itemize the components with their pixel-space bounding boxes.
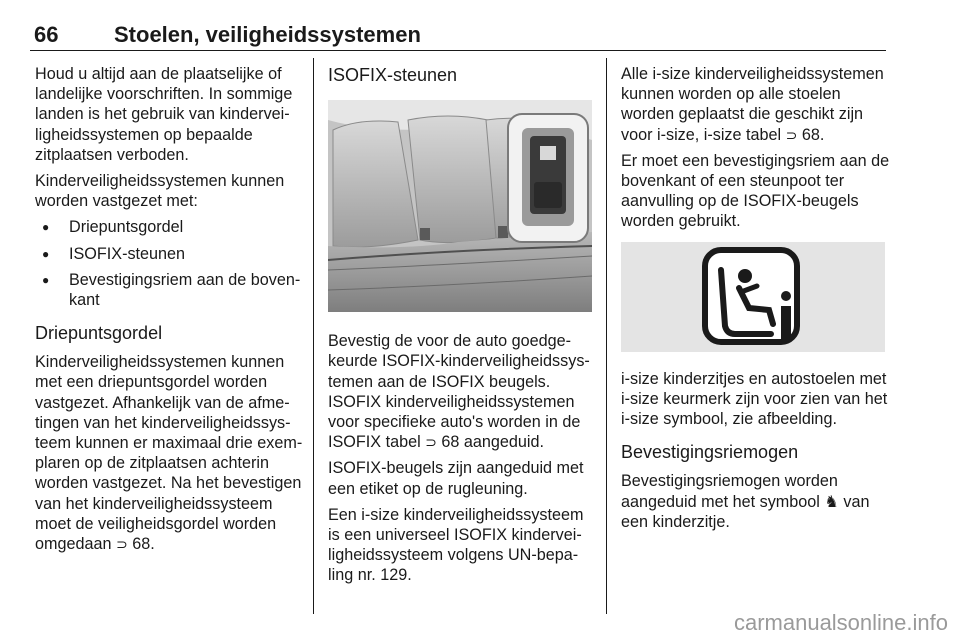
isofix-paragraph-1: Bevestig de voor de auto goedge- keurde ISOFIX-kinderveiligheidssys- temen aan de ISOFIX beugels. ISOFIX kinderveiligheidssystemen voor specifieke auto's worden in de ISOFIX tabel ⊃ 68 aangeduid.: [328, 332, 590, 452]
page-number: 66: [34, 22, 59, 47]
intro-paragraph: Houd u altijd aan de plaatselijke of landelijke voorschriften. In sommige landen is het gebruik van kindervei- ligheidssystemen op bepaalde zitplaatsen verboden.: [35, 65, 293, 164]
tether-paragraph: Bevestigingsriemogen worden aangeduid met het symbool ♞ van een kinderzitje.: [621, 472, 870, 531]
isize-symbol-icon: [621, 242, 885, 352]
section-heading: Driepuntsgordel: [35, 323, 163, 344]
isize-paragraph-1: Alle i-size kinderveiligheidssystemen kunnen worden op alle stoelen worden geplaatst die geschikt zijn voor i-size, i-size tabel ⊃ 68.: [621, 65, 884, 144]
watermark-text: carmanualsonline.info: [733, 610, 948, 635]
page-header: [30, 20, 886, 51]
page-title: Stoelen, veiligheidssystemen: [114, 22, 421, 47]
tether-symbol-icon: ♞: [824, 492, 839, 511]
arrow-ref-icon: ⊃: [785, 126, 798, 143]
section-heading: Bevestigingsriemogen: [621, 442, 799, 463]
column-divider: [313, 58, 314, 614]
section-heading: ISOFIX-steunen: [328, 65, 458, 85]
list-item: ● ISOFIX-steunen: [35, 244, 307, 264]
column-divider: [606, 58, 607, 614]
fixing-paragraph: Kinderveiligheidssystemen kunnen worden vastgezet met:: [35, 172, 285, 211]
fixing-methods-list: [35, 217, 307, 310]
isofix-paragraph-3: Een i-size kinderveiligheidssysteem is een universeel ISOFIX kindervei- ligheidssysteem volgens UN-bepa- ling nr. 129.: [328, 505, 584, 585]
isofix-rear-seat-illustration: [328, 100, 592, 312]
column-2: [328, 64, 598, 592]
arrow-ref-icon: ⊃: [425, 434, 437, 451]
three-point-belt-paragraph: Kinderveiligheidssystemen kunnen met een driepuntsgordel worden vastgezet. Afhankelijk van de afme- tingen van het kinderveiligheidssys- teem kunnen er maximaal drie exem- plaren op de zitplaatsen achterin worden vastgezet. Na het bevestigen van het kinderveiligheidssysteem moet de veiligheidsgordel worden omgedaan ⊃ 68.: [35, 353, 303, 554]
list-item: ● Bevestigingsriem aan de boven- kant: [35, 270, 307, 310]
isize-paragraph-2: Er moet een bevestigingsriem aan de bovenkant of een steunpoot ter aanvulling op de ISOFIX-beugels worden gebruikt.: [621, 151, 890, 231]
column-1: [35, 64, 307, 560]
isize-paragraph-3: i-size kinderzitjes en autostoelen met i-size keurmerk zijn voor zien van het i-size symbool, zie afbeelding.: [621, 369, 888, 429]
list-item: ● Driepuntsgordel: [35, 217, 307, 237]
arrow-ref-icon: ⊃: [116, 536, 128, 553]
isofix-paragraph-2: ISOFIX-beugels zijn aangeduid met een etiket op de rugleuning.: [328, 459, 584, 498]
column-3: [621, 64, 889, 538]
